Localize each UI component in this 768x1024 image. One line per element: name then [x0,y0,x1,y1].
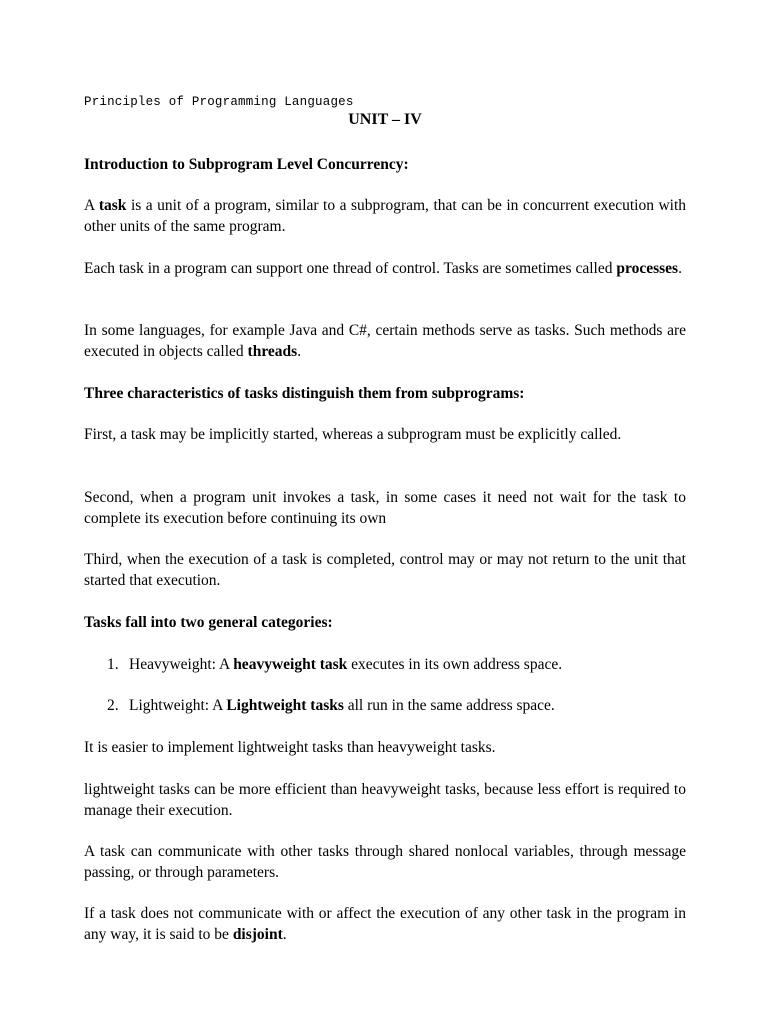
section-heading-characteristics: Three characteristics of tasks distinguish them from subprograms: [84,385,525,402]
list-item-lightweight: 2. Lightweight: A Lightweight tasks all run in the same address space. [107,697,555,714]
term-task: task [98,197,127,214]
paragraph-java-csharp: In some languages, for example Java and C#, certain methods serve as tasks. Such methods are executed in objects called threads. [84,322,686,360]
paragraph-efficient: lightweight tasks can be more efficient than heavyweight tasks, because less effort is required to manage their execution. [84,781,686,819]
paragraph-second: Second, when a program unit invokes a task, in some cases it need not wait for the task to complete its execution before continuing its own [84,489,686,527]
paragraph-easier: It is easier to implement lightweight tasks than heavyweight tasks. [84,739,496,756]
section-heading-categories: Tasks fall into two general categories: [84,614,333,631]
term-disjoint: disjoint [232,926,283,943]
paragraph-disjoint: If a task does not communicate with or affect the execution of any other task in the program in any way, it is said to be disjoint. [84,905,686,943]
paragraph-third: Third, when the execution of a task is completed, control may or may not return to the unit that started that execution. [84,551,686,589]
paragraph-task-definition: A task is a unit of a program, similar to a subprogram, that can be in concurrent execution with other units of the same program. [84,197,687,235]
term-threads: threads [247,343,298,360]
term-lightweight-tasks: Lightweight tasks [226,697,344,714]
paragraph-first: First, a task may be implicitly started, whereas a subprogram must be explicitly called. [84,426,622,443]
unit-title: UNIT – IV [348,111,422,128]
section-heading-intro: Introduction to Subprogram Level Concurrency: [84,156,409,173]
term-heavyweight-task: heavyweight task [233,656,348,673]
term-processes: processes [616,260,679,277]
list-item-heavyweight: 1. Heavyweight: A heavyweight task executes in its own address space. [107,656,563,673]
paragraph-communicate: A task can communicate with other tasks through shared nonlocal variables, through message passing, or through parameters. [84,843,686,881]
paragraph-thread-of-control: Each task in a program can support one thread of control. Tasks are sometimes called processes. [84,260,682,277]
running-header: Principles of Programming Languages [84,95,354,109]
